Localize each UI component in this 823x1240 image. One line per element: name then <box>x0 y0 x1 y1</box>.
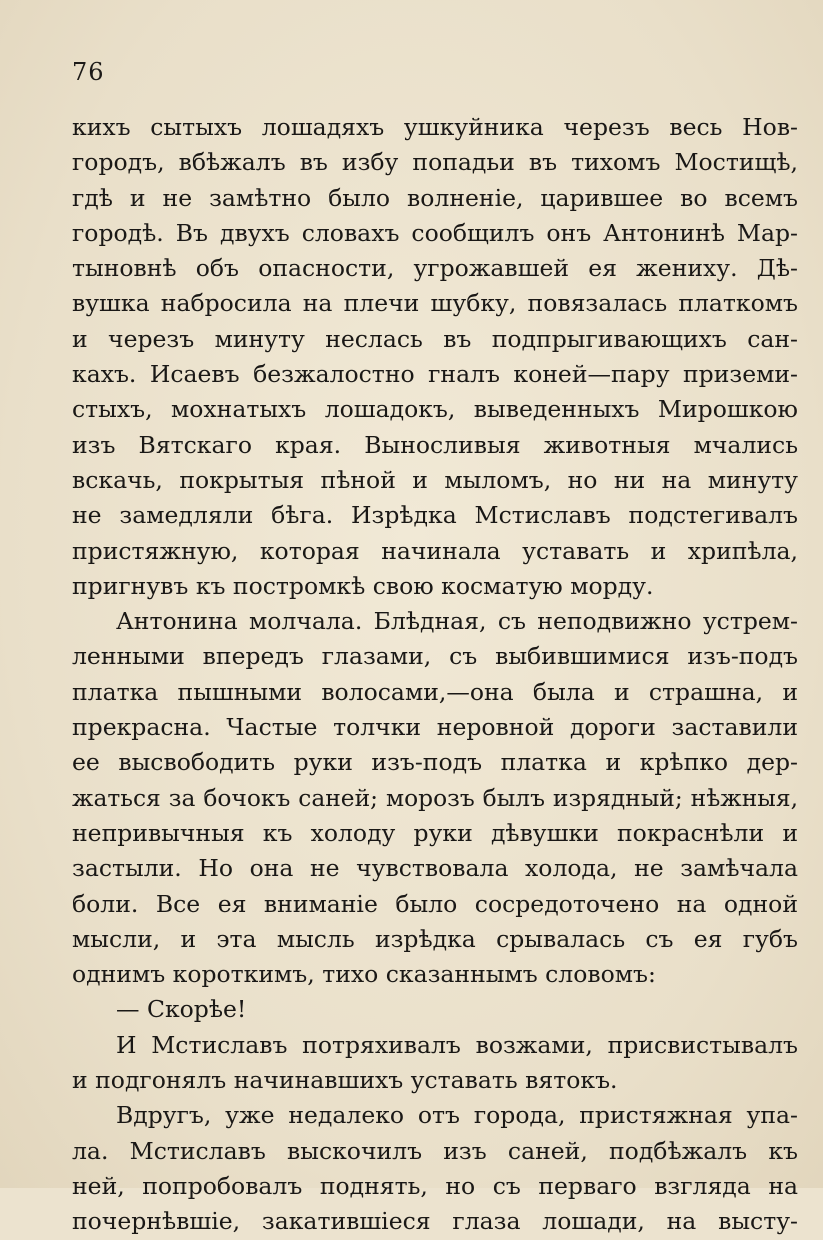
text-line: кахъ. Исаевъ безжалостно гналъ коней—пару приземи- <box>72 360 798 389</box>
text-line: тыновнѣ объ опасности, угрожавшей ея жениху. Дѣ- <box>72 254 798 283</box>
text-line: ее высвободить руки изъ-подъ платка и крѣпко дер- <box>72 748 798 777</box>
text-line: пристяжную, которая начинала уставать и хрипѣла, <box>72 536 798 565</box>
text-line: вскачь, покрытыя пѣной и мыломъ, но ни на минуту <box>72 465 798 494</box>
body-text <box>72 110 798 1240</box>
text-line: вушка набросила на плечи шубку, повязалась платкомъ <box>72 289 798 318</box>
text-line: непривычныя къ холоду руки дѣвушки покраснѣли и <box>72 818 798 847</box>
text-line: И Мстиславъ потряхивалъ возжами, присвистывалъ <box>116 1030 798 1059</box>
text-line: ла. Мстиславъ выскочилъ изъ саней, подбѣжалъ къ <box>72 1136 798 1165</box>
text-line: изъ Вятскаго края. Выносливыя животныя мчались <box>72 430 798 459</box>
text-line: пригнувъ къ постромкѣ свою косматую морду. <box>72 571 654 600</box>
text-line: ней, попробовалъ поднять, но съ перваго взгляда на <box>72 1171 798 1200</box>
text-line: гдѣ и не замѣтно было волненіе, царившее во всемъ <box>72 183 798 212</box>
text-line: боли. Все ея вниманіе было сосредоточено на одной <box>72 889 798 918</box>
text-line: ленными впередъ глазами, съ выбившимися изъ-подъ <box>72 642 798 671</box>
text-line: платка пышными волосами,—она была и страшна, и <box>72 677 798 706</box>
text-line: почернѣвшіе, закатившіеся глаза лошади, на высту- <box>72 1207 798 1236</box>
text-line: Вдругъ, уже недалеко отъ города, пристяжная упа- <box>116 1101 798 1130</box>
text-line: прекрасна. Частые толчки неровной дороги заставили <box>72 713 798 742</box>
text-line: городѣ. Въ двухъ словахъ сообщилъ онъ Антонинѣ Мар- <box>72 218 798 247</box>
page-number: 76 <box>72 58 105 86</box>
text-line: и подгонялъ начинавшихъ уставать вятокъ. <box>72 1066 618 1095</box>
text-line: не замедляли бѣга. Изрѣдка Мстиславъ подстегивалъ <box>72 501 798 530</box>
text-line: однимъ короткимъ, тихо сказаннымъ словомъ: <box>72 960 656 989</box>
text-line: мысли, и эта мысль изрѣдка срывалась съ ея губъ <box>72 924 798 953</box>
text-line: кихъ сытыхъ лошадяхъ ушкуйника черезъ весь Нов- <box>72 113 798 141</box>
text-line: жаться за бочокъ саней; морозъ былъ изрядный; нѣжныя, <box>72 783 798 812</box>
text-line: городъ, вбѣжалъ въ избу попадьи въ тихомъ Мостищѣ, <box>72 148 798 177</box>
text-line: Антонина молчала. Блѣдная, съ неподвижно устрем- <box>116 607 798 636</box>
text-line: и черезъ минуту неслась въ подпрыгивающихъ сан- <box>72 324 798 353</box>
text-line: — Скорѣе! <box>116 995 247 1024</box>
text-line: застыли. Но она не чувствовала холода, не замѣчала <box>72 854 798 883</box>
text-line: стыхъ, мохнатыхъ лошадокъ, выведенныхъ Мирошкою <box>72 395 798 424</box>
